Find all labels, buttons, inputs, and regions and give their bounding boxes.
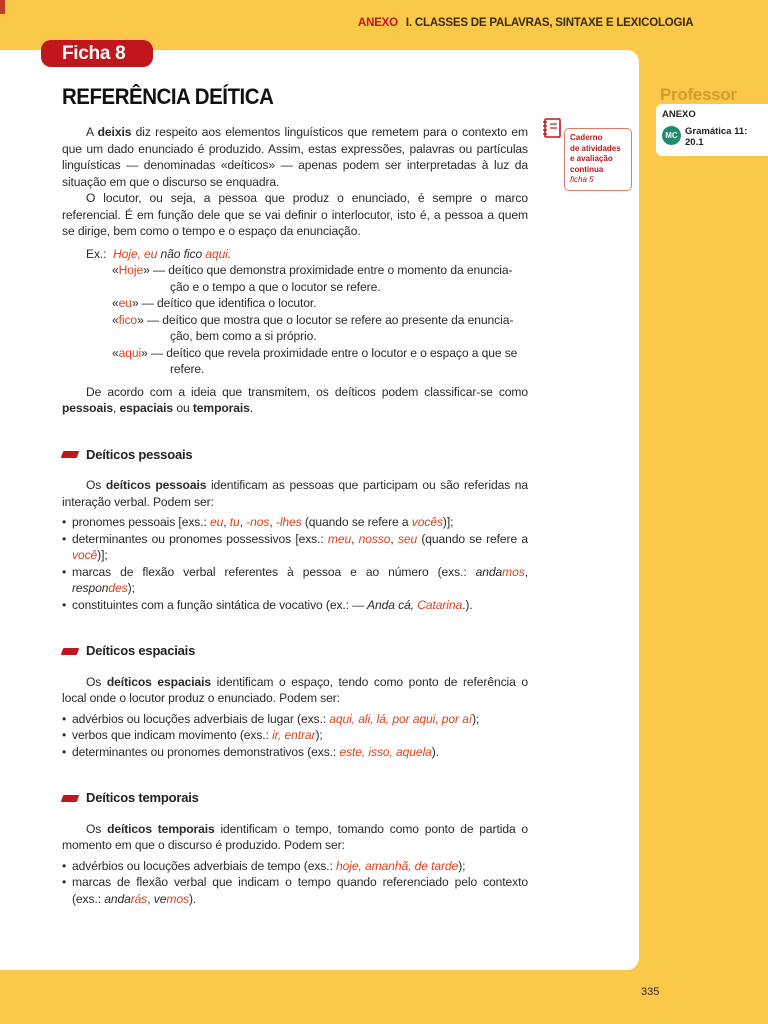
grammar-reference xyxy=(685,126,747,148)
page-number: 335 xyxy=(641,986,660,998)
list-item: • pronomes pessoais [exs.: eu, tu, -nos, -lhes (quando se refere a vocês)]; xyxy=(62,514,528,531)
side-ref-ficha: ficha 5 xyxy=(570,175,594,184)
list-item: • advérbios ou locuções adverbiais de lugar (exs.: aqui, ali, lá, por aqui, por aí); xyxy=(62,711,528,728)
list-item: • determinantes ou pronomes demonstrativos (exs.: este, isso, aquela). xyxy=(62,744,528,761)
running-head xyxy=(358,17,693,29)
example-block xyxy=(62,246,528,378)
list-item: • determinantes ou pronomes possessivos [exs.: meu, nosso, seu (quando se refere a você)]; xyxy=(62,531,528,564)
section-marker-icon xyxy=(61,795,80,802)
temporais-list xyxy=(62,858,528,908)
side-ref-line: Caderno xyxy=(570,133,603,142)
list-item: • constituintes com a função sintática de vocativo (ex.: — Anda cá, Catarina.). xyxy=(62,597,528,614)
ficha-tab: Ficha 8 xyxy=(41,40,153,67)
professor-anexo: ANEXO xyxy=(662,109,696,120)
side-ref-line: e avaliação xyxy=(570,154,613,163)
notebook-icon xyxy=(540,116,564,140)
section-heading-temporais: Deíticos temporais xyxy=(62,790,528,807)
intro-paragraph-1: A deixis diz respeito aos elementos linguísticos que remetem para o contexto em que um dado enunciado é produzido. Assim, estas expressões, palavras ou partículas linguísticas — denominadas «deíticos» — apenas podem ser interpretadas à luz da situação em que o discurso se enquadra. xyxy=(62,125,528,189)
corner-marker xyxy=(0,0,5,14)
list-item: • marcas de flexão verbal que indicam o tempo quando referenciado pelo contexto (exs.: andarás, vemos). xyxy=(62,874,528,907)
example-item: «aqui» — deítico que revela proximidade entre o locutor e o espaço a que se refere. xyxy=(112,345,518,376)
running-head-chapter: I. CLASSES DE PALAVRAS, SINTAXE E LEXICOLOGIA xyxy=(405,17,694,29)
temporais-intro: Os deíticos temporais identificam o tempo, tomando como ponto de partida o momento em que o discurso é produzido. Podem ser: xyxy=(62,821,529,852)
example-item: «eu» — deítico que identifica o locutor. xyxy=(112,296,317,310)
espaciais-intro: Os deíticos espaciais identificam o espaço, tendo como ponto de referência o local onde o locutor produz o enunciado. Podem ser: xyxy=(62,674,528,705)
pessoais-intro: Os deíticos pessoais identificam as pessoas que participam ou são referidas na interação verbal. Podem ser: xyxy=(62,478,529,509)
section-heading-pessoais: Deíticos pessoais xyxy=(62,447,528,464)
intro-paragraph-2: O locutor, ou seja, a pessoa que produz o enunciado, é sempre o marco referencial. É em função dele que se vai definir o interlocutor, isto é, a pessoa a quem se dirige, bem como o tempo e o espaço da enunciação. xyxy=(62,191,528,238)
example-item: «Hoje» — deítico que demonstra proximidade entre o momento da enuncia- ção e o tempo a que o locutor se refere. xyxy=(112,263,513,294)
example-item: «fico» — deítico que mostra que o locutor se refere ao presente da enuncia- ção, bem como a si próprio. xyxy=(112,312,514,343)
main-content xyxy=(62,124,528,907)
mc-badge-icon: MC xyxy=(662,126,681,145)
list-item: • marcas de flexão verbal referentes à pessoa e ao número (exs.: andamos, respondes); xyxy=(62,564,528,597)
grammar-ref-line2: 20.1 xyxy=(685,137,704,148)
list-item: • advérbios ou locuções adverbiais de tempo (exs.: hoje, amanhã, de tarde); xyxy=(62,858,528,875)
grammar-ref-line1: Gramática 11: xyxy=(685,126,748,137)
classification-paragraph: De acordo com a ideia que transmitem, os deíticos podem classificar-se como pessoais, espaciais ou temporais. xyxy=(62,384,528,415)
espaciais-list xyxy=(62,711,528,761)
pessoais-list xyxy=(62,514,528,613)
side-ref-line: de atividades xyxy=(570,143,621,153)
professor-label: Professor xyxy=(660,85,737,104)
page-title: REFERÊNCIA DEÍTICA xyxy=(62,84,274,109)
list-item: • verbos que indicam movimento (exs.: ir, entrar); xyxy=(62,727,528,744)
professor-box xyxy=(656,104,768,156)
section-heading-espaciais: Deíticos espaciais xyxy=(62,643,528,660)
section-marker-icon xyxy=(61,451,80,458)
running-head-section: ANEXO xyxy=(358,17,398,29)
example-sentence: Ex.: Hoje, eu não fico aqui. xyxy=(86,246,232,261)
section-marker-icon xyxy=(61,648,80,655)
side-ref-line: contínua xyxy=(570,164,604,174)
side-reference-box xyxy=(564,128,632,191)
